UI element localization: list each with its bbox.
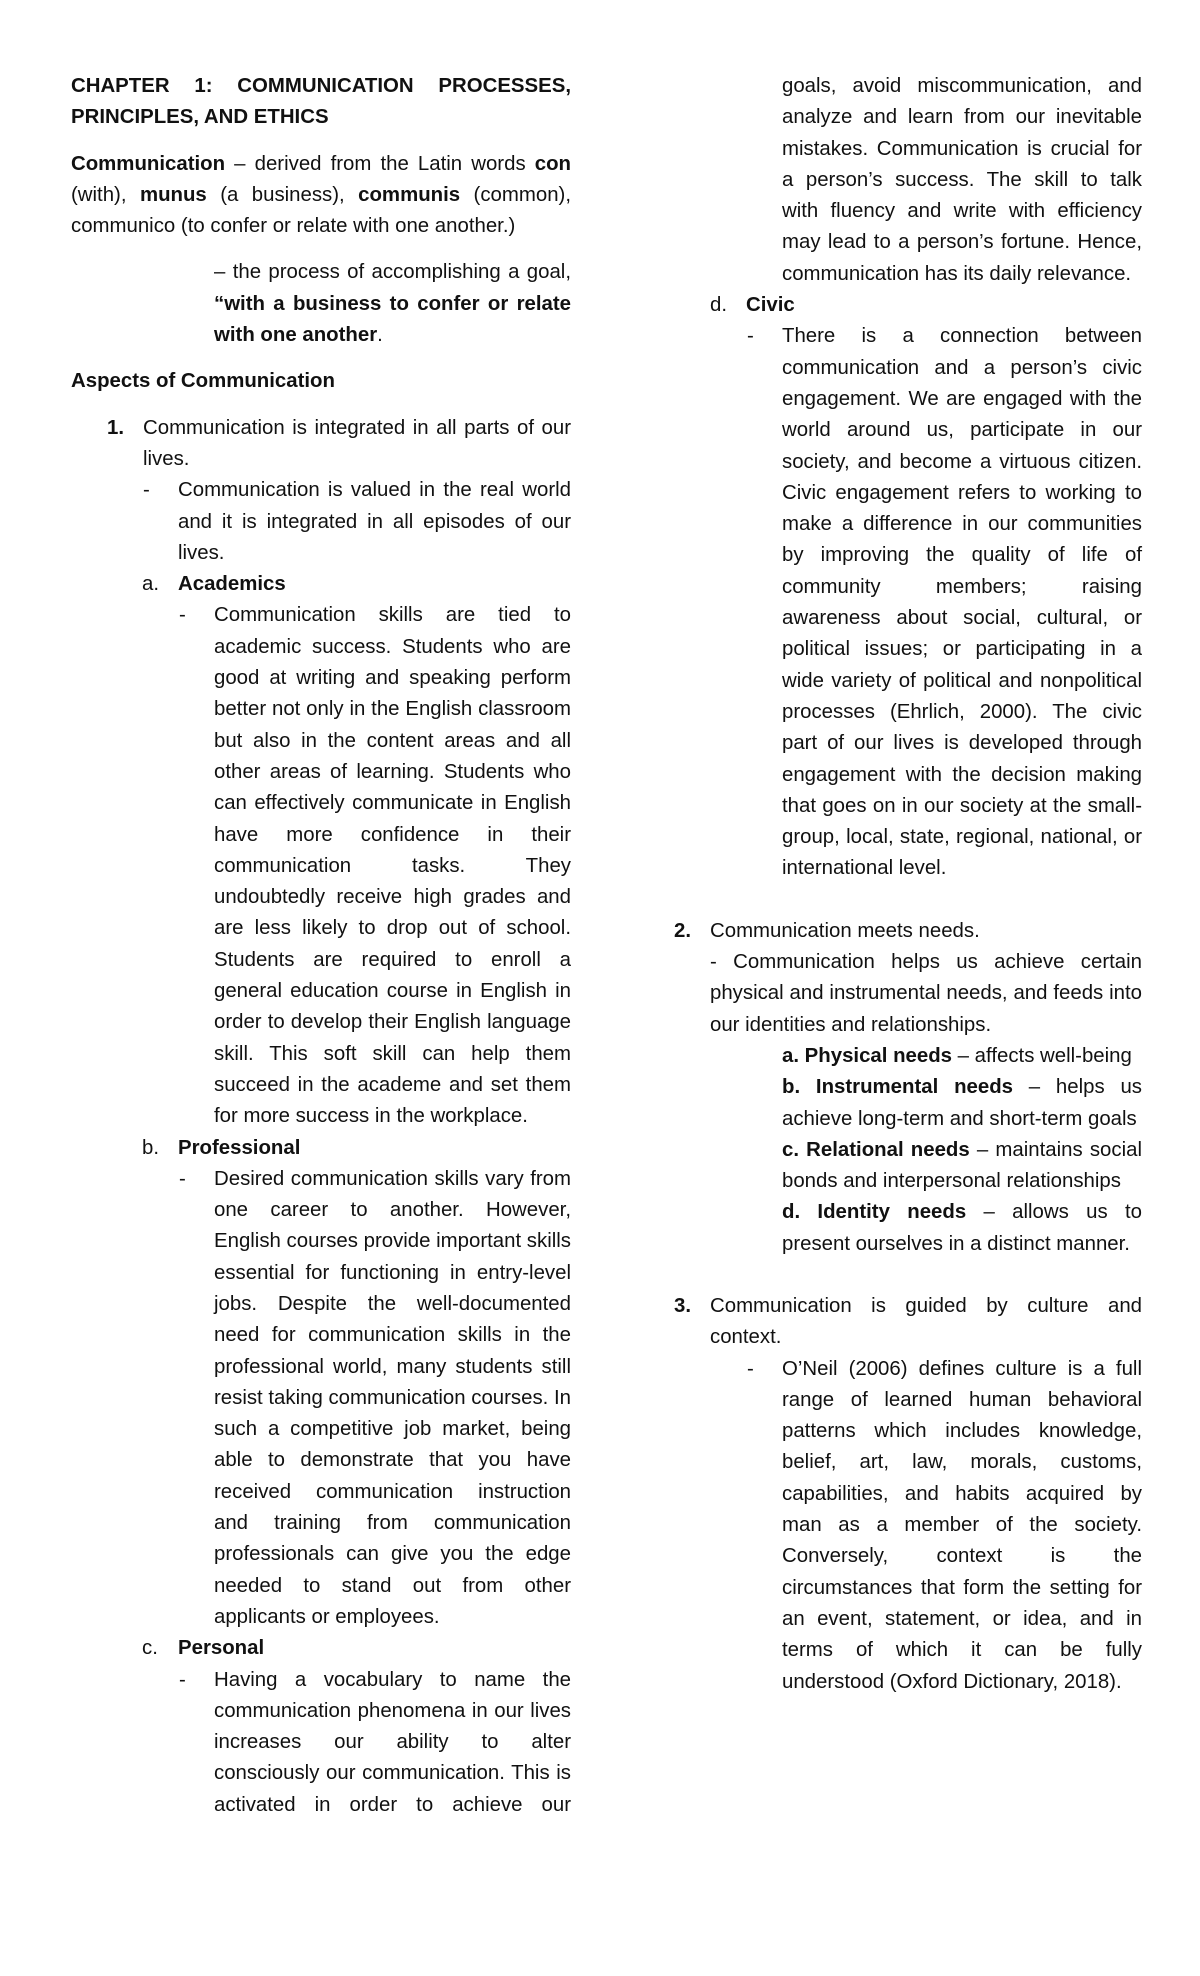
aspect-2-title: Communication meets needs. [710, 919, 980, 942]
aspect-1 [107, 413, 571, 476]
need-identity: d. Identity needs – allows us to present ourselves in a distinct manner. [782, 1201, 1142, 1255]
item-title-civic: Civic [746, 294, 795, 317]
aspect-1-item-academics: a. Academics [142, 573, 286, 596]
civic-text: - There is a connection between communication and a person’s civic engagement. We are engaged with the world around us, participate in our society, and become a virtuous citizen. Civic engagement refers to working to make a difference in our communities by improving the quality of life of community members; raising awareness about social, cultural, or political issues; or participating in a wide variety of political and nonpolitical processes (Ehrlich, 2000). The civic part of our lives is developed through engagement with the decision making that goes on in our society at the small-group, local, state, regional, national, or international level. [747, 325, 1142, 880]
need-physical: a. Physical needs – affects well-being [782, 1044, 1132, 1067]
need-instrumental: b. Instrumental needs – helps us achieve long-term and short-term goals [782, 1076, 1142, 1130]
chapter-title: CHAPTER 1: COMMUNICATION PROCESSES, PRINCIPLES, AND ETHICS [71, 75, 571, 129]
needs-list [782, 1041, 1142, 1260]
aspect-1-item-personal: c. Personal [142, 1637, 265, 1660]
communication-definition: Communication – derived from the Latin words con (with), munus (a business), communis (common), communico (to confer or relate with one another.) [71, 152, 571, 238]
process-definition: – the process of accomplishing a goal, “with a business to confer or relate with one another. [214, 261, 571, 347]
aspect-3-number: 3. [674, 1294, 692, 1317]
aspect-1-item-professional: b. Professional [142, 1136, 301, 1159]
item-title-personal: Personal [178, 1637, 265, 1660]
aspect-1-desc: - Communication is valued in the real world and it is integrated in all episodes of our lives. [143, 479, 571, 564]
aspect-3-text: - O’Neil (2006) defines culture is a full range of learned human behavioral patterns which includes knowledge, belief, art, law, morals, customs, capabilities, and habits acquired by man as a member of the society. Conversely, context is the circumstances that form the setting for an event, statement, or idea, and in terms of which it can be fully understood (Oxford Dictionary, 2018). [747, 1357, 1142, 1693]
aspect-1-title: Communication is integrated in all parts of our lives. [143, 416, 571, 470]
professional-text: - Desired communication skills vary from one career to another. However, English courses provide important skills essential for functioning in entry-level jobs. Despite the well-documented need for communication skills in the professional world, many students still resist taking communication courses. In such a competitive job market, being able to demonstrate that you have received communication instruction and training from communication professionals can give you the edge needed to stand out from other applicants or employees. [179, 1167, 571, 1628]
item-title-professional: Professional [178, 1136, 301, 1159]
right-column [666, 71, 1142, 1698]
aspect-3 [674, 1291, 1142, 1354]
need-relational: c. Relational needs – maintains social bonds and interpersonal relationships [782, 1138, 1142, 1193]
item-title-academics: Academics [178, 573, 286, 596]
aspect-2-desc: - Communication helps us achieve certain physical and instrumental needs, and feeds into our identities and relationships. [710, 951, 1142, 1036]
personal-text-part1: - Having a vocabulary to name the communication phenomena in our lives increases our ability to alter consciously our communication. This is activated in order to achieve our [179, 1668, 571, 1816]
academics-text: - Communication skills are tied to academic success. Students who are good at writing and speaking perform better not only in the English classroom but also in the content areas and all other areas of learning. Students who can effectively communicate in English have more confidence in their communication tasks. They undoubtedly receive high grades and are less likely to drop out of school. Students are required to enroll a general education course in English in order to develop their English language skill. This soft skill can help them succeed in the academe and set them for more success in the workplace. [179, 604, 571, 1128]
aspect-2-number: 2. [674, 919, 692, 942]
definition-term: Communication [71, 152, 226, 175]
aspects-heading: Aspects of Communication [71, 370, 335, 393]
aspect-1-item-civic: d. Civic [710, 294, 795, 317]
left-column [71, 71, 571, 1821]
aspect-3-title: Communication is guided by culture and context. [710, 1294, 1142, 1349]
aspect-1-number: 1. [107, 416, 125, 439]
personal-text-part2: goals, avoid miscommunication, and analyze and learn from our inevitable mistakes. Communication is crucial for a person’s success. The skill to talk with fluency and write with efficiency may lead to a person’s fortune. Hence, communication has its daily relevance. [782, 75, 1142, 285]
aspect-2 [674, 916, 1142, 947]
